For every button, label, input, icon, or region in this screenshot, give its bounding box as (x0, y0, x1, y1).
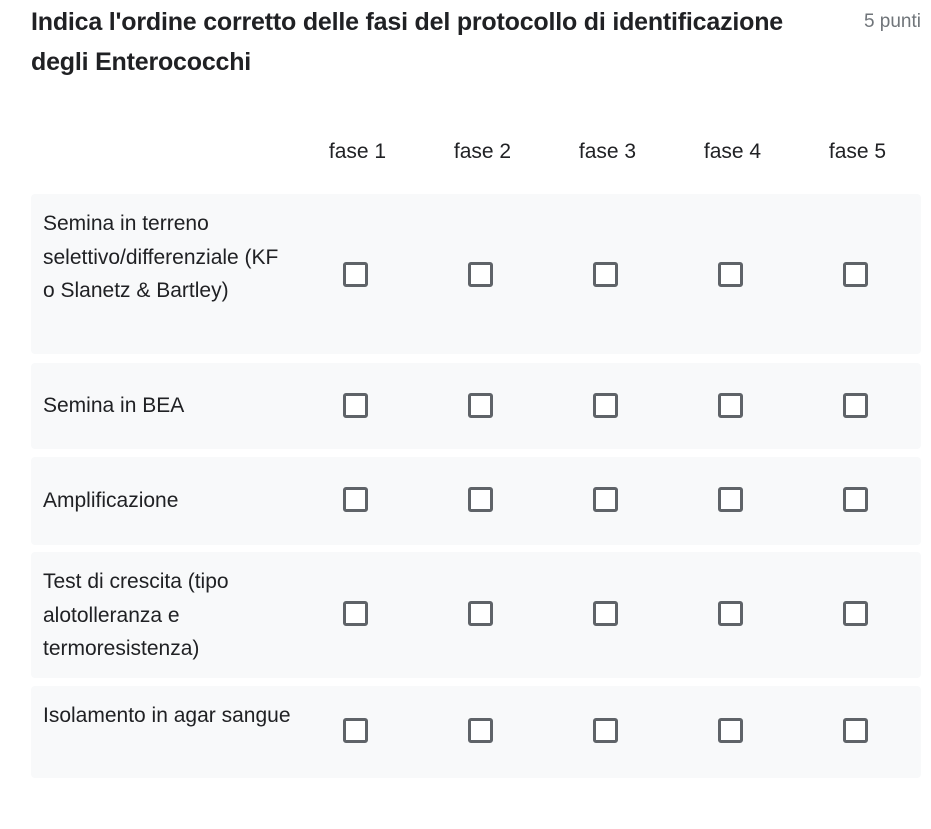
checkbox-fase-3[interactable] (593, 393, 618, 418)
checkbox-fase-3[interactable] (593, 601, 618, 626)
checkbox-fase-2[interactable] (468, 262, 493, 287)
checkbox-fase-5[interactable] (843, 718, 868, 743)
column-header-fase-4: fase 4 (703, 140, 762, 163)
checkbox-fase-4[interactable] (718, 718, 743, 743)
grid-row (31, 363, 921, 449)
checkbox-fase-1[interactable] (343, 262, 368, 287)
checkbox-fase-1[interactable] (343, 487, 368, 512)
checkbox-fase-1[interactable] (343, 393, 368, 418)
column-header-fase-3: fase 3 (578, 140, 637, 163)
checkbox-fase-2[interactable] (468, 487, 493, 512)
row-label: Semina in BEA (43, 394, 185, 417)
checkbox-fase-2[interactable] (468, 718, 493, 743)
checkbox-fase-3[interactable] (593, 262, 618, 287)
row-label: Test di crescita (tipo alotolleranza e termoresistenza) (43, 570, 229, 660)
column-header-fase-2: fase 2 (453, 140, 512, 163)
checkbox-fase-4[interactable] (718, 487, 743, 512)
checkbox-fase-2[interactable] (468, 393, 493, 418)
points-label: 5 punti (863, 11, 921, 32)
grid-row (31, 686, 921, 778)
checkbox-fase-4[interactable] (718, 393, 743, 418)
column-header-fase-1: fase 1 (328, 140, 387, 163)
checkbox-fase-4[interactable] (718, 262, 743, 287)
checkbox-fase-1[interactable] (343, 601, 368, 626)
column-header-fase-5: fase 5 (828, 140, 887, 163)
grid-row (31, 552, 921, 678)
checkbox-fase-5[interactable] (843, 601, 868, 626)
grid-row (31, 457, 921, 545)
checkbox-fase-4[interactable] (718, 601, 743, 626)
row-label: Isolamento in agar sangue (43, 704, 291, 727)
checkbox-fase-3[interactable] (593, 718, 618, 743)
checkbox-fase-3[interactable] (593, 487, 618, 512)
checkbox-fase-5[interactable] (843, 487, 868, 512)
question-title: Indica l'ordine corretto delle fasi del protocollo di identificazione degli Enterococchi (31, 8, 783, 76)
grid-row (31, 194, 921, 354)
checkbox-fase-2[interactable] (468, 601, 493, 626)
checkbox-fase-1[interactable] (343, 718, 368, 743)
row-label: Semina in terreno selettivo/differenziale (KF o Slanetz & Bartley) (43, 212, 279, 302)
checkbox-fase-5[interactable] (843, 393, 868, 418)
row-label: Amplificazione (43, 489, 179, 512)
checkbox-fase-5[interactable] (843, 262, 868, 287)
grid-column-headers (295, 136, 921, 168)
